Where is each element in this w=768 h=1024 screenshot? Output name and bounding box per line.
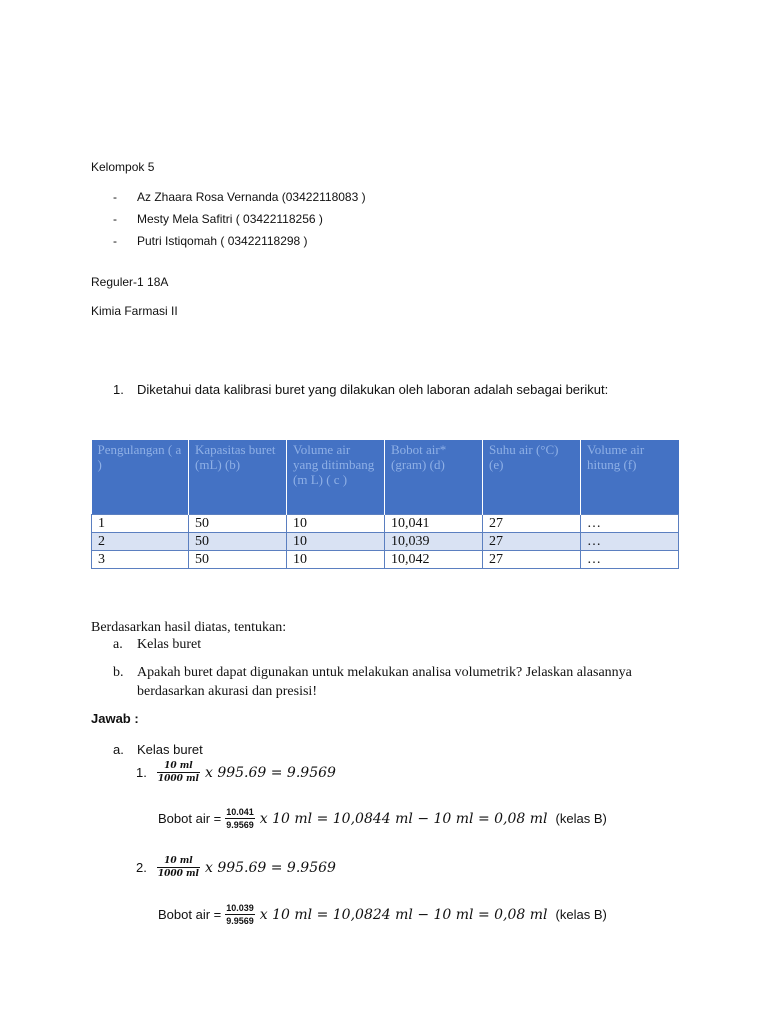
bobot-label: Bobot air = (158, 811, 222, 826)
tasks-intro: Berdasarkan hasil diatas, tentukan: (91, 620, 287, 635)
table-cell: 10 (287, 551, 385, 569)
member-list (113, 186, 366, 252)
task-a-text: Kelas buret (137, 637, 202, 652)
volume-fraction: $\frac{10 ml}{1000 ml}$ (157, 761, 199, 784)
bobot-expression: x 10 ml = 10,0844 ml − 10 ml = 0,08 ml (259, 810, 548, 827)
table-cell: 1 (92, 515, 189, 533)
factor-expression: x 995.69 = 9.9569 (204, 764, 336, 781)
bobot-fraction: $\frac{10.041}{9.9569}$ (226, 807, 254, 830)
table-cell: 27 (483, 533, 581, 551)
table-cell: 50 (189, 515, 287, 533)
table-row (92, 551, 679, 569)
table-cell: 50 (189, 551, 287, 569)
table-cell: … (581, 551, 679, 569)
factor-expression: x 995.69 = 9.9569 (204, 859, 336, 876)
course-name: Kimia Farmasi II (91, 304, 178, 318)
task-a-marker: a. (113, 637, 123, 652)
question-text: Diketahui data kalibrasi buret yang dilakukan oleh laboran adalah sebagai berikut: (137, 382, 609, 397)
column-header: Volume air yang ditimbang (m L) ( c ) (287, 440, 385, 515)
calibration-table (91, 440, 679, 569)
table-cell: 27 (483, 551, 581, 569)
bobot-equation (158, 902, 607, 927)
table-cell: … (581, 515, 679, 533)
bobot-expression: x 10 ml = 10,0824 ml − 10 ml = 0,08 ml (259, 906, 548, 923)
task-b-line2: berdasarkan akurasi dan presisi! (137, 684, 317, 699)
item-number: 2. (136, 860, 147, 875)
table-cell: 10,042 (385, 551, 483, 569)
factor-equation (136, 855, 336, 880)
table-cell: 50 (189, 533, 287, 551)
answer-heading: Jawab : (91, 711, 139, 726)
table-cell: 10,041 (385, 515, 483, 533)
bobot-label: Bobot air = (158, 907, 222, 922)
class-note: (kelas B) (555, 811, 607, 826)
list-item: - Az Zhaara Rosa Vernanda (03422118083 ) (113, 190, 366, 204)
answer-a-marker: a. (113, 742, 124, 757)
list-item: - Mesty Mela Safitri ( 03422118256 ) (113, 212, 323, 226)
class-note: (kelas B) (555, 907, 607, 922)
column-header: Volume air hitung (f) (581, 440, 679, 515)
table-cell: 10 (287, 515, 385, 533)
column-header: Kapasitas buret (mL) (b) (189, 440, 287, 515)
table-row (92, 515, 679, 533)
volume-fraction: $\frac{10 ml}{1000 ml}$ (157, 856, 199, 879)
class-name: Reguler-1 18A (91, 275, 169, 289)
column-header: Suhu air (°C) (e) (483, 440, 581, 515)
column-header: Pengulangan ( a ) (92, 440, 189, 515)
table-cell: 27 (483, 515, 581, 533)
list-item: - Putri Istiqomah ( 03422118298 ) (113, 234, 308, 248)
factor-equation (136, 760, 336, 785)
bobot-fraction: $\frac{10.039}{9.9569}$ (226, 903, 254, 926)
question-number: 1. (113, 382, 124, 397)
table-header-row (92, 440, 679, 515)
table-cell: 10 (287, 533, 385, 551)
table-row (92, 533, 679, 551)
table-cell: 3 (92, 551, 189, 569)
group-title: Kelompok 5 (91, 160, 155, 174)
item-number: 1. (136, 765, 147, 780)
task-b-marker: b. (113, 665, 124, 680)
table-cell: … (581, 533, 679, 551)
task-b-line1: Apakah buret dapat digunakan untuk melakukan analisa volumetrik? Jelaskan alasannya (137, 665, 632, 680)
column-header: Bobot air* (gram) (d) (385, 440, 483, 515)
answer-a-text: Kelas buret (137, 742, 203, 757)
bobot-equation (158, 806, 607, 831)
table-cell: 10,039 (385, 533, 483, 551)
table-cell: 2 (92, 533, 189, 551)
